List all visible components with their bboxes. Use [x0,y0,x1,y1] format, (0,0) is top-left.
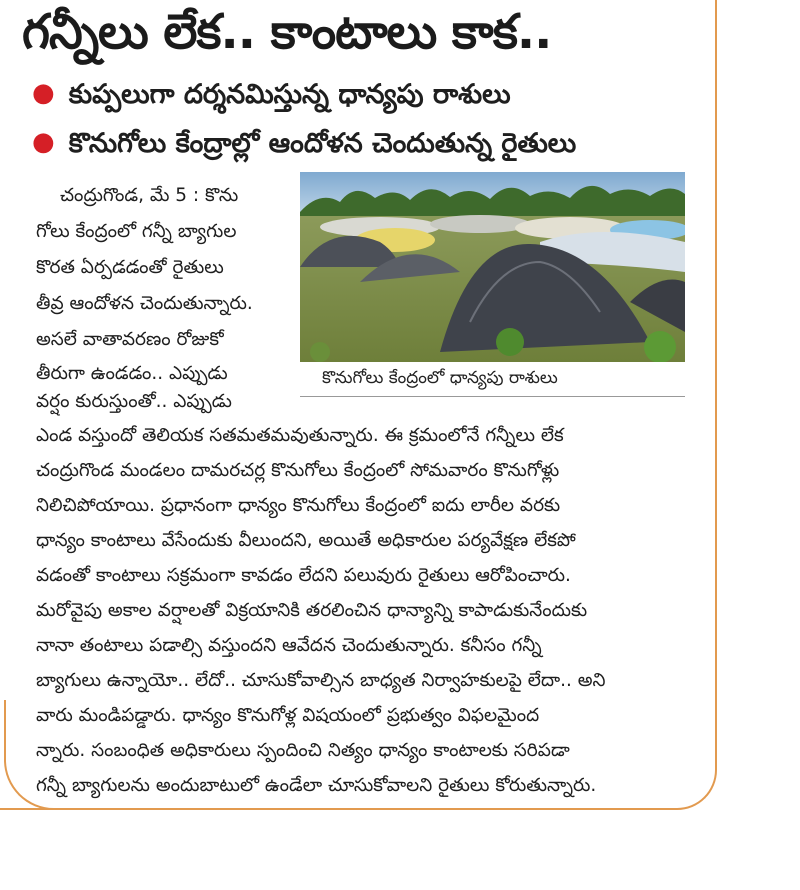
body-line: వారు మండిపడ్డారు. ధాన్యం కొనుగోళ్ల విషయంలో ప్రభుత్వం విఫలమైంద [36,705,540,726]
body-line: చంద్రుగొండ మండలం దామరచర్ల కొనుగోలు కేంద్రంలో సోమవారం కొనుగోళ్లు [36,460,560,481]
body-line: బ్యాగులు ఉన్నాయో.. లేదో.. చూసుకోవాల్సిన బాధ్యత నిర్వాహకులపై లేదా.. అని [36,670,606,691]
body-line: నిలిచిపోయాయి. ప్రధానంగా ధాన్యం కొనుగోలు కేంద్రంలో ఐదు లారీల వరకు [36,495,561,516]
grain-heaps-photo-icon [300,172,685,362]
body-line: నానా తంటాలు పడాల్సి వస్తుందని ఆవేదన చెందుతున్నారు. కనీసం గన్నీ [36,635,542,656]
body-line: వడంతో కాంటాలు సక్రమంగా కావడం లేదని పలువురు రైతులు ఆరోపించారు. [36,565,571,586]
body-line: కొరత ఏర్పడడంతో రైతులు [36,257,224,278]
subhead-1 [32,78,511,117]
subhead-2 [32,127,576,166]
body-line: తీరుగా ఉండడం.. ఎప్పుడు [36,363,228,384]
caption-divider [300,396,685,397]
subhead-1-text: కుప్పలుగా దర్శనమిస్తున్న ధాన్యపు రాశులు [68,79,511,110]
body-line: న్నారు. సంబంధిత అధికారులు స్పందించి నిత్యం ధాన్యం కాంటాలకు సరిపడా [36,740,570,761]
news-photo [300,172,685,362]
red-bullet-icon: ● [32,127,55,157]
body-line: గోలు కేంద్రంలో గన్నీ బ్యాగుల [36,221,237,242]
body-line: అసలే వాతావరణం రోజుకో [36,329,224,350]
red-bullet-icon: ● [32,78,55,108]
body-line: చంద్రుగొండ, మే 5 : కొను [60,185,239,206]
body-line: తీవ్ర ఆందోళన చెందుతున్నారు. [36,293,253,314]
subhead-2-text: కొనుగోలు కేంద్రాల్లో ఆందోళన చెందుతున్న రైతులు [68,128,577,159]
body-line: వర్షం కురుస్తుంతో.. ఎప్పుడు [36,391,232,412]
body-line: మరోవైపు అకాల వర్షాలతో విక్రయానికి తరలించిన ధాన్యాన్ని కాపాడుకునేందుకు [36,600,588,621]
headline: గన్నీలు లేక.. కాంటాలు కాక.. [22,4,552,60]
body-line: ధాన్యం కాంటాలు వేసేందుకు వీలుందని, అయితే అధికారుల పర్యవేక్షణ లేకపో [36,530,576,551]
body-line: ఎండ వస్తుందో తెలియక సతమతమవుతున్నారు. ఈ క్రమంలోనే గన్నీలు లేక [36,425,564,446]
photo-caption: కొనుగోలు కేంద్రంలో ధాన్యపు రాశులు [322,368,558,388]
body-line: గన్నీ బ్యాగులను అందుబాటులో ఉండేలా చూసుకోవాలని రైతులు కోరుతున్నారు. [36,775,597,796]
